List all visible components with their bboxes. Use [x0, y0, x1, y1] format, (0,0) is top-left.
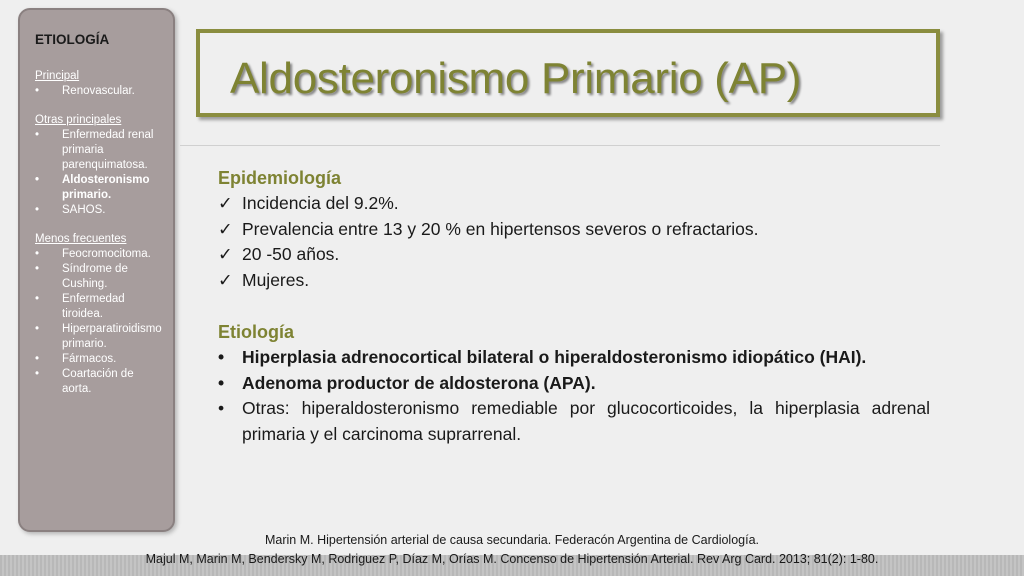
sidebar-section-heading: Menos frecuentes: [35, 233, 127, 245]
sidebar-list-item: • Síndrome de Cushing.: [35, 262, 165, 292]
epidemiology-item: [218, 242, 930, 268]
sidebar-list-item: • SAHOS.: [35, 203, 165, 218]
sidebar-list-item: • Renovascular.: [35, 84, 165, 99]
sidebar-list-item: • Fármacos.: [35, 352, 165, 367]
epidemiology-item: [218, 217, 930, 243]
sidebar-section-list: [35, 128, 165, 218]
sidebar-list-item: • Feocromocitoma.: [35, 247, 165, 262]
epidemiology-heading: Epidemiología: [218, 168, 342, 188]
epidemiology-item-text: Mujeres.: [242, 269, 310, 290]
page-title: Aldosteronismo Primario (AP): [230, 54, 802, 103]
epidemiology-item-text: 20 -50 años.: [242, 244, 340, 264]
checkmark-icon: ✓: [218, 218, 233, 239]
etiology-list: [218, 345, 930, 447]
epidemiology-item: [218, 191, 930, 217]
epidemiology-item-text: Prevalencia entre 13 y 20 % en hipertensos severos o refractarios.: [242, 218, 759, 239]
sidebar-title: ETIOLOGÍA: [35, 32, 110, 47]
epidemiology-item-text: Incidencia del 9.2%.: [242, 193, 399, 213]
checkmark-icon: ✓: [218, 244, 233, 264]
etiology-item: • Hiperplasia adrenocortical bilateral o hiperaldosteronismo idiopático (HAI).: [218, 345, 930, 371]
checkmark-icon: ✓: [218, 269, 233, 290]
main-content: [218, 166, 930, 447]
etiology-heading: Etiología: [218, 322, 294, 342]
sidebar-list-item: • Coartación de aorta.: [35, 367, 165, 397]
title-divider: [180, 145, 940, 146]
etiology-item: • Otras: hiperaldosteronismo remediable por glucocorticoides, la hiperplasia adrenal primaria y el carcinoma suprarrenal.: [218, 396, 930, 447]
sidebar-list-item: • Enfermedad renal primaria parenquimatosa.: [35, 128, 165, 173]
sidebar-sections: [35, 69, 165, 397]
sidebar-section-heading: Otras principales: [35, 114, 122, 126]
reference-2: Majul M, Marin M, Bendersky M, Rodriguez P, Díaz M, Orías M. Concenso de Hipertensión Arterial. Rev Arg Card. 2013; 81(2): 1-80.: [145, 552, 879, 566]
footer-references: [0, 531, 1024, 569]
sidebar-section-list: [35, 247, 165, 397]
spacer: [218, 293, 930, 320]
sidebar-list-item: • Aldosteronismo primario.: [35, 173, 165, 203]
sidebar-list-item: • Enfermedad tiroidea.: [35, 292, 165, 322]
sidebar-list-item: • Hiperparatiroidismo primario.: [35, 322, 165, 352]
reference-1: Marin M. Hipertensión arterial de causa secundaria. Federacón Argentina de Cardiología.: [264, 533, 760, 547]
checkmark-icon: ✓: [218, 193, 233, 213]
sidebar-section-list: [35, 84, 165, 99]
sidebar-panel: [18, 8, 175, 532]
etiology-item: • Adenoma productor de aldosterona (APA).: [218, 371, 930, 397]
epidemiology-item: [218, 268, 930, 294]
epidemiology-list: [218, 191, 930, 293]
sidebar-section-heading: Principal: [35, 70, 80, 82]
